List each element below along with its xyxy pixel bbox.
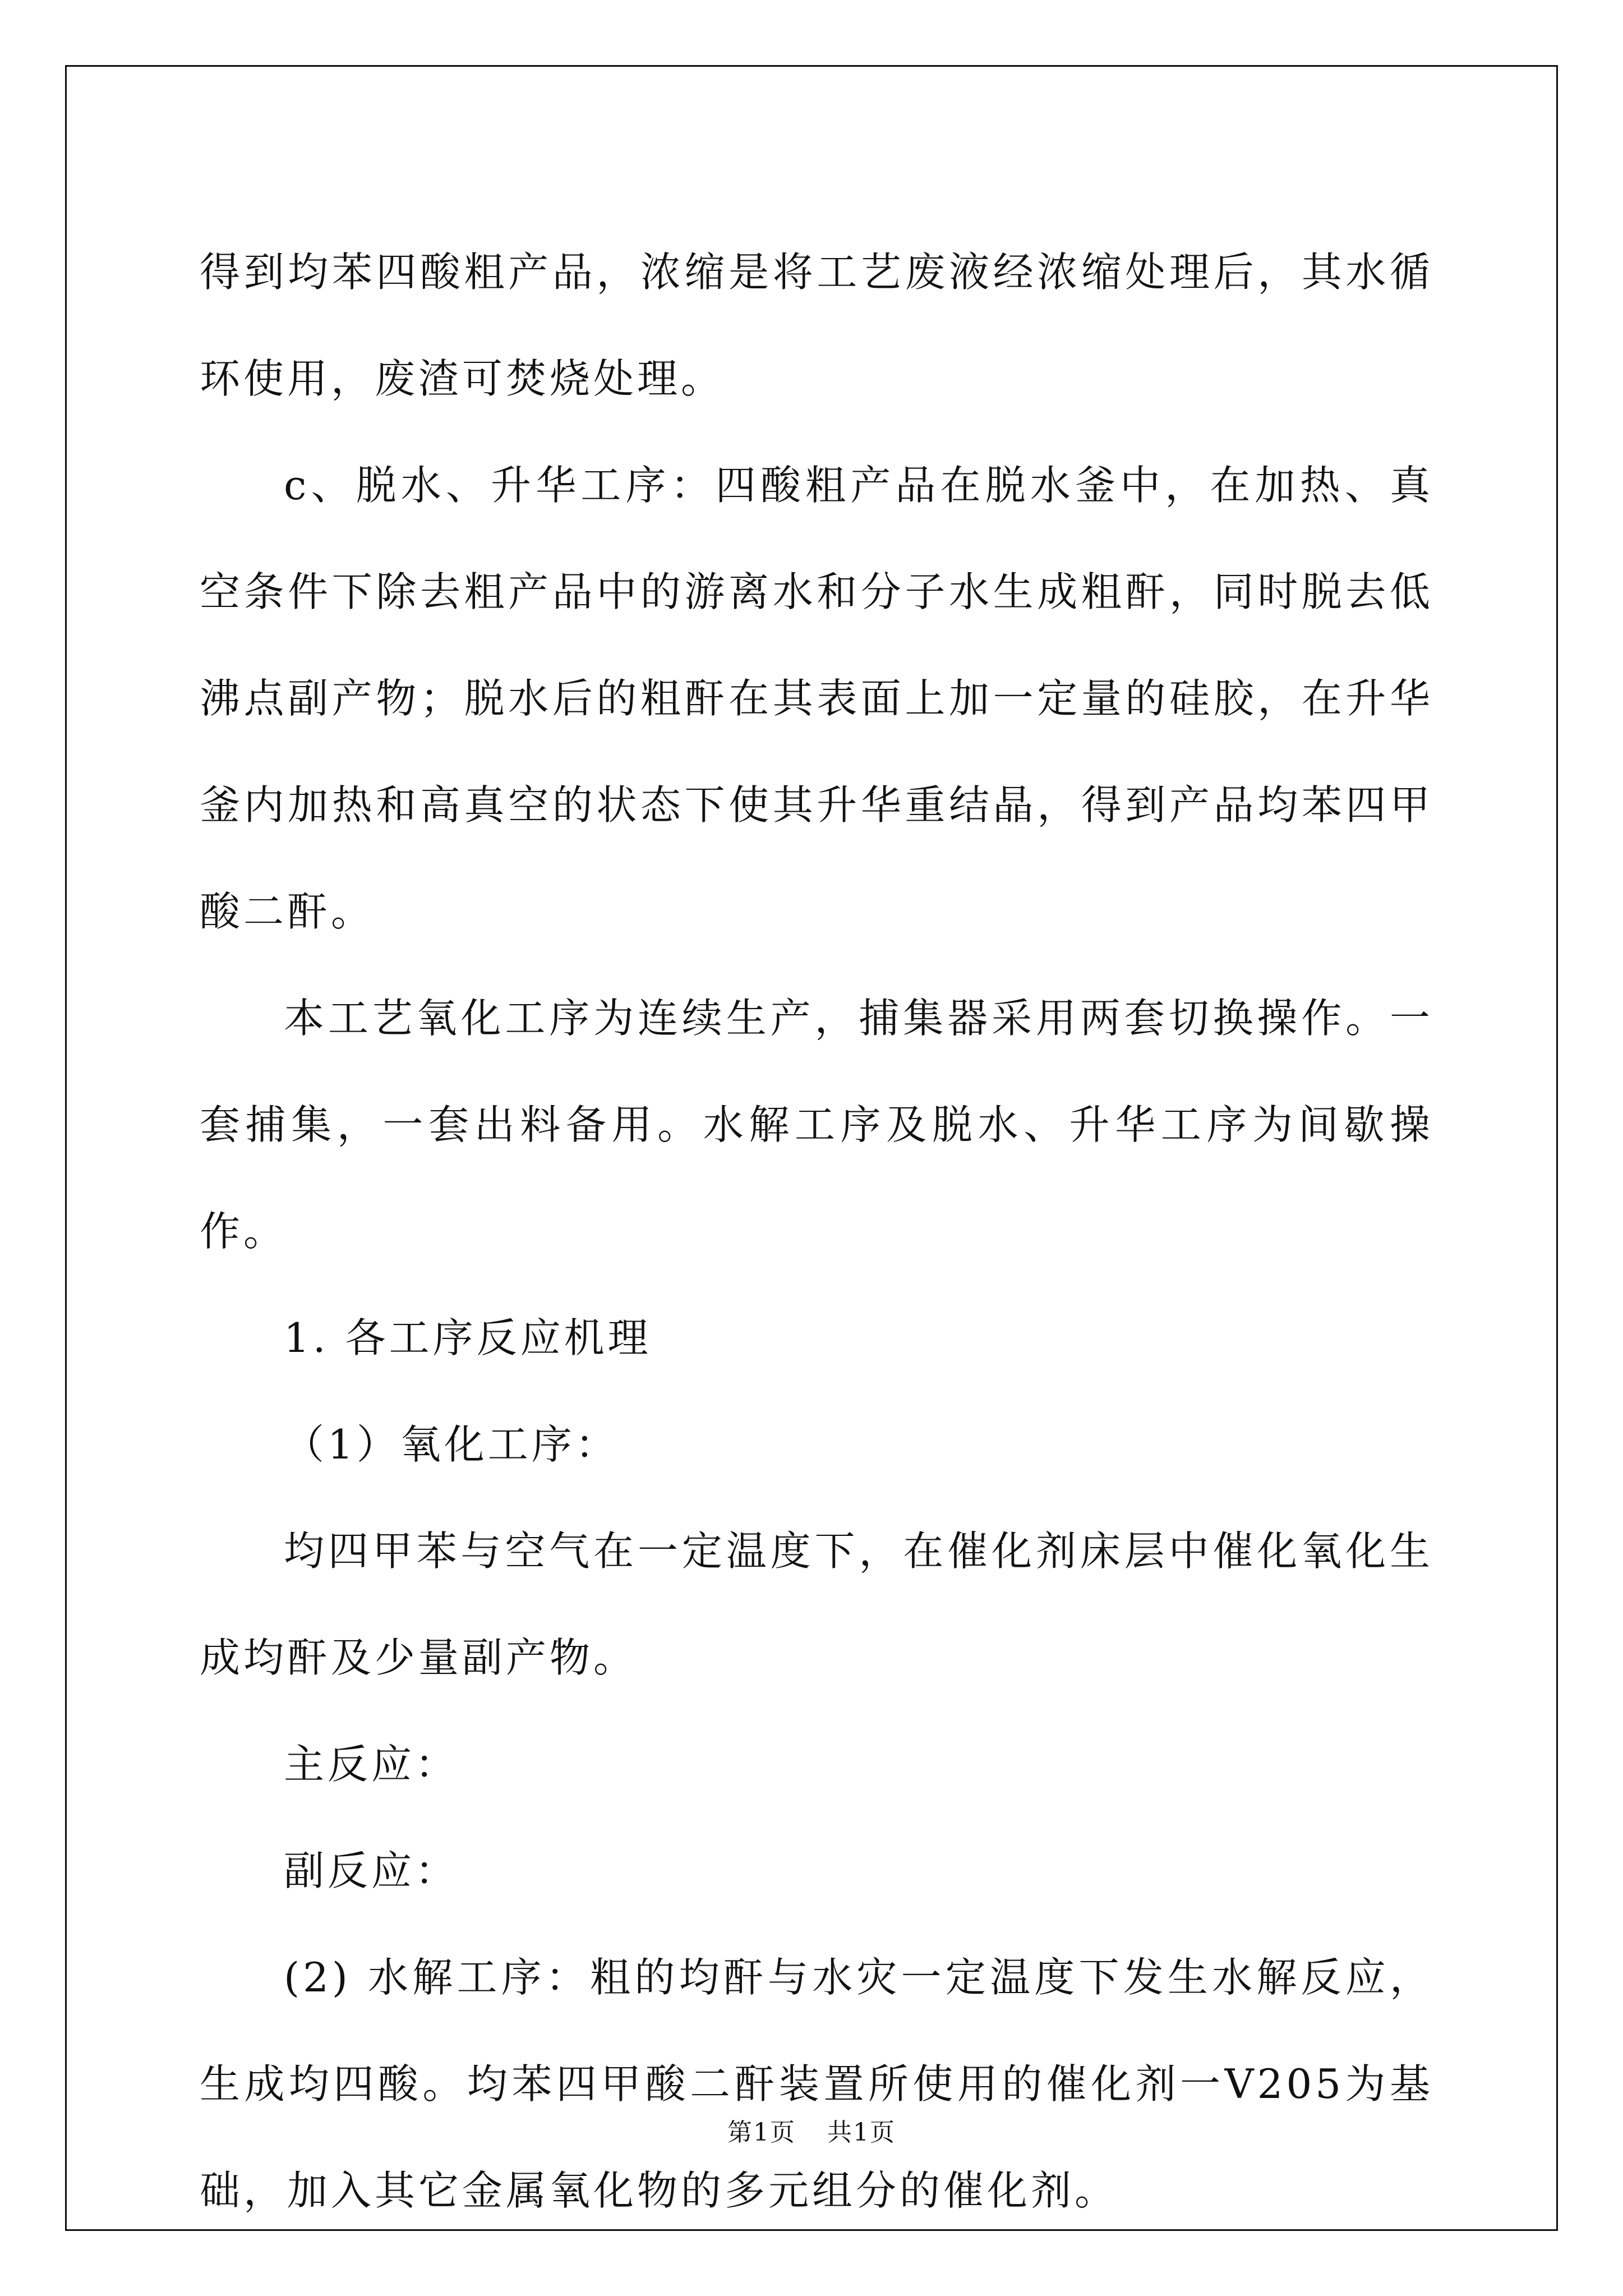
paragraph-3: 本工艺氧化工序为连续生产，捕集器采用两套切换操作。一套捕集，一套出料备用。水解工序及脱水、升华工序为间歇操作。 bbox=[200, 995, 1433, 1255]
paragraph-5: (2) 水解工序：粗的均酐与水灾一定温度下发生水解反应，生成均四酸。均苯四甲酸二酐装置所使用的催化剂一V205为基础，加入其它金属氧化物的多元组分的催化剂。 bbox=[200, 1954, 1433, 2214]
side-reaction-label: 副反应： bbox=[284, 1847, 459, 1894]
section-heading: 1. 各工序反应机理 bbox=[284, 1314, 652, 1361]
paragraph-4: 均四甲苯与空气在一定温度下，在催化剂床层中催化氧化生成均酐及少量副产物。 bbox=[200, 1527, 1433, 1681]
document-body bbox=[200, 219, 1433, 2244]
subsection-heading-1: （1）氧化工序： bbox=[284, 1421, 619, 1468]
page-footer bbox=[0, 2112, 1623, 2148]
paragraph-2: c、脱水、升华工序：四酸粗产品在脱水釜中，在加热、真空条件下除去粗产品中的游离水和分子水生成粗酐，同时脱去低沸点副产物；脱水后的粗酐在其表面上加一定量的硅胶，在升华釜内加热和高真空的状态下使其升华重结晶，得到产品均苯四甲酸二酐。 bbox=[200, 462, 1433, 935]
page-total: 共1页 bbox=[827, 2118, 896, 2147]
main-reaction-label: 主反应： bbox=[284, 1741, 459, 1788]
page-number: 第1页 bbox=[727, 2118, 796, 2147]
paragraph-1: 得到均苯四酸粗产品，浓缩是将工艺废液经浓缩处理后，其水循环使用，废渣可焚烧处理。 bbox=[200, 249, 1433, 402]
